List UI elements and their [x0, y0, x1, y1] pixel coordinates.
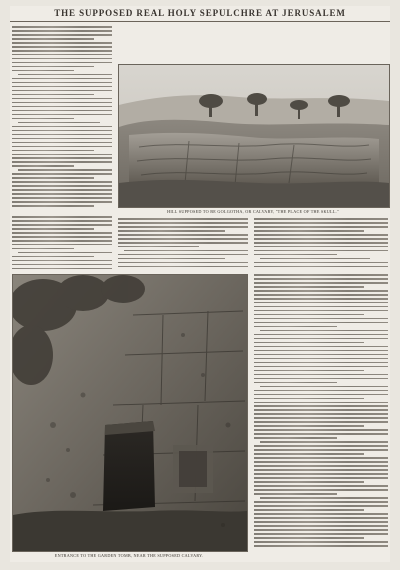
text-line [118, 230, 225, 232]
text-line [12, 161, 112, 163]
text-line [254, 226, 388, 228]
text-line [118, 262, 248, 264]
text-line [12, 138, 112, 140]
text-line [254, 517, 388, 519]
text-line [254, 493, 337, 495]
text-line [254, 274, 388, 276]
header-rule [10, 21, 390, 22]
text-line [254, 266, 388, 268]
text-line [12, 256, 94, 258]
text-line [254, 433, 388, 435]
text-line [254, 421, 388, 423]
text-line [12, 154, 112, 156]
text-line [12, 264, 112, 266]
text-line [18, 122, 100, 124]
text-line [254, 318, 388, 320]
text-line [254, 218, 388, 220]
text-line [254, 378, 388, 380]
text-line [12, 94, 94, 96]
text-line [12, 34, 112, 36]
text-line [254, 437, 337, 439]
text-line [12, 173, 112, 175]
text-line [12, 30, 112, 32]
text-line [12, 157, 112, 159]
text-line [12, 114, 112, 116]
text-line [12, 268, 112, 270]
text-line [254, 529, 388, 531]
text-line [12, 78, 112, 80]
text-line [12, 66, 94, 68]
text-line [254, 294, 388, 296]
text-line [254, 306, 388, 308]
text-line [254, 314, 364, 316]
text-line [254, 513, 388, 515]
text-line [254, 481, 364, 483]
text-line [12, 106, 112, 108]
text-line [254, 334, 388, 336]
article-column-right [254, 218, 388, 270]
page-title: THE SUPPOSED REAL HOLY SEPULCHRE AT JERUSALEM [54, 8, 346, 18]
golgotha-hill-illustration [119, 65, 389, 207]
text-line [254, 501, 388, 503]
text-line [254, 485, 388, 487]
text-line [254, 262, 388, 264]
text-line [12, 70, 74, 72]
text-line [118, 254, 248, 256]
text-line [12, 98, 112, 100]
text-line [254, 402, 388, 404]
text-line [254, 310, 388, 312]
text-line [118, 222, 248, 224]
text-line [254, 469, 388, 471]
text-line [12, 189, 112, 191]
text-line [12, 118, 74, 120]
text-line [12, 90, 112, 92]
text-line [12, 177, 94, 179]
text-line [254, 525, 388, 527]
text-line [12, 185, 112, 187]
text-line [254, 429, 388, 431]
text-line [254, 354, 388, 356]
text-line [12, 201, 112, 203]
article-column-middle [118, 218, 248, 270]
text-line [12, 38, 94, 40]
text-line [254, 374, 388, 376]
text-line [254, 457, 388, 459]
text-line [118, 266, 248, 268]
text-line [254, 350, 388, 352]
newspaper-page [10, 6, 390, 562]
text-line [254, 230, 364, 232]
text-line [12, 62, 112, 64]
text-line [12, 46, 112, 48]
text-line [254, 405, 388, 407]
article-column-right-continued [254, 274, 388, 549]
text-line [12, 26, 112, 28]
text-line [254, 398, 364, 400]
text-line [254, 362, 388, 364]
text-line [12, 130, 112, 132]
text-line [254, 409, 388, 411]
text-line [254, 453, 364, 455]
text-line [118, 218, 248, 220]
text-line [254, 445, 388, 447]
text-line [254, 222, 388, 224]
text-line [254, 366, 388, 368]
text-line [12, 232, 112, 234]
text-line [254, 461, 388, 463]
text-line [12, 205, 94, 207]
garden-tomb-illustration [13, 275, 247, 551]
text-line [12, 165, 74, 167]
text-line [254, 278, 388, 280]
text-line [254, 545, 388, 547]
text-line [254, 302, 388, 304]
text-line [12, 236, 112, 238]
text-line [260, 258, 370, 260]
text-line [254, 238, 388, 240]
text-line [124, 250, 248, 252]
bottom-photo-caption: ENTRANCE TO THE GARDEN TOMB, NEAR THE SUPPOSED CALVARY. [54, 553, 204, 558]
text-line [12, 146, 112, 148]
article-column-left [12, 26, 112, 209]
text-line [12, 82, 112, 84]
text-line [254, 370, 364, 372]
text-line [12, 260, 112, 262]
text-line [254, 477, 388, 479]
text-line [12, 197, 112, 199]
text-line [12, 240, 112, 242]
text-line [254, 509, 364, 511]
text-line [254, 465, 388, 467]
garden-tomb-photo [12, 274, 248, 552]
text-line [254, 290, 388, 292]
text-line [254, 242, 388, 244]
text-line [12, 193, 112, 195]
text-line [12, 228, 94, 230]
text-line [254, 326, 337, 328]
text-line [12, 50, 112, 52]
text-line [254, 234, 388, 236]
text-line [18, 169, 112, 171]
text-line [12, 244, 112, 246]
text-line [12, 126, 112, 128]
text-line [254, 358, 388, 360]
text-line [12, 150, 94, 152]
text-line [260, 330, 388, 332]
text-line [12, 142, 112, 144]
text-line [260, 497, 388, 499]
text-line [12, 102, 112, 104]
text-line [254, 322, 388, 324]
article-column-left-continued [12, 216, 112, 272]
text-line [12, 181, 112, 183]
text-line [254, 382, 337, 384]
text-line [12, 248, 74, 250]
text-line [254, 346, 388, 348]
text-line [254, 473, 388, 475]
text-line [254, 342, 364, 344]
text-line [12, 110, 112, 112]
text-line [254, 537, 364, 539]
text-line [260, 386, 388, 388]
text-line [254, 505, 388, 507]
text-line [254, 449, 388, 451]
golgotha-hill-photo [118, 64, 390, 208]
text-line [254, 541, 388, 543]
text-line [254, 338, 388, 340]
text-line [254, 533, 388, 535]
text-line [12, 216, 112, 218]
text-line [254, 425, 364, 427]
text-line [118, 234, 248, 236]
text-line [12, 86, 112, 88]
top-photo-caption: HILL SUPPOSED TO BE GOLGOTHA, OR CALVARY, "THE PLACE OF THE SKULL." [167, 209, 339, 214]
text-line [254, 298, 388, 300]
text-line [12, 42, 112, 44]
text-line [254, 254, 337, 256]
text-line [254, 489, 388, 491]
text-line [18, 74, 112, 76]
text-line [12, 220, 112, 222]
text-line [254, 286, 364, 288]
text-line [254, 394, 388, 396]
text-line [260, 441, 388, 443]
text-line [118, 258, 225, 260]
text-line [254, 390, 388, 392]
text-line [12, 134, 112, 136]
text-line [118, 242, 248, 244]
text-line [118, 226, 248, 228]
text-line [18, 252, 112, 254]
text-line [254, 413, 388, 415]
text-line [254, 521, 388, 523]
text-line [12, 224, 112, 226]
text-line [254, 282, 388, 284]
text-line [118, 238, 248, 240]
text-line [12, 58, 112, 60]
text-line [12, 54, 112, 56]
text-line [254, 417, 388, 419]
text-line [254, 250, 388, 252]
text-line [254, 246, 388, 248]
text-line [118, 246, 199, 248]
